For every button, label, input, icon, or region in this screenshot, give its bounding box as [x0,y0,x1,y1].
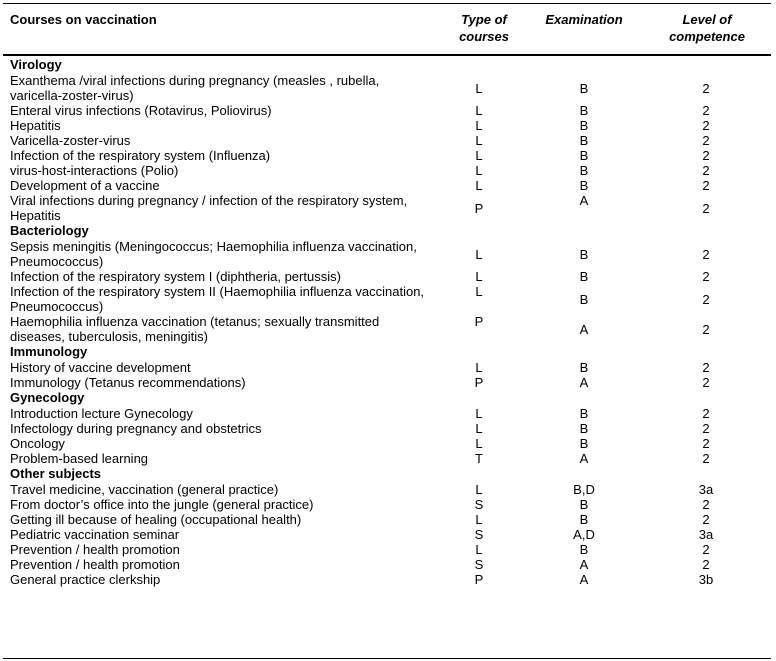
course-level: 2 [702,178,710,193]
section-heading: Immunology [10,344,88,359]
course-examination: B [579,178,589,193]
course-level: 2 [702,247,710,262]
course-level: 2 [702,557,710,572]
course-type: L [475,247,483,262]
course-name: History of vaccine development [10,360,191,375]
table-row [0,284,776,314]
course-type: L [475,118,483,133]
course-name: Infectology during pregnancy and obstetrics [10,421,262,436]
course-type: L [475,269,483,284]
course-level: 2 [702,103,710,118]
table-row [0,148,776,163]
course-level: 2 [702,375,710,390]
course-examination: B [579,512,589,527]
course-name: General practice clerkship [10,572,161,587]
course-examination: A [579,375,589,390]
course-type: L [475,436,483,451]
course-type: L [475,148,483,163]
course-level: 3a [698,482,714,497]
table-bottom-rule [3,658,771,659]
header-level-of-competence [650,11,764,45]
table-row [0,527,776,542]
table-row [0,178,776,193]
course-examination: B [579,103,589,118]
table-row [0,436,776,451]
course-examination: B [579,497,589,512]
course-examination: B [579,247,589,262]
header-level-line-2: competence [669,29,745,44]
course-examination: B [579,360,589,375]
course-level: 2 [702,269,710,284]
course-level: 2 [702,118,710,133]
course-examination: B [579,81,589,96]
table-row [0,193,776,223]
course-type: P [474,375,484,390]
header-courses: Courses on vaccination [10,12,157,27]
course-type: P [474,572,484,587]
section-heading: Other subjects [10,466,102,481]
table-row [0,451,776,466]
table-row [0,73,776,103]
header-rule [3,54,771,56]
course-name: Development of a vaccine [10,178,160,193]
course-level: 2 [702,451,710,466]
course-level: 2 [702,436,710,451]
header-type-line-1: Type of [461,12,507,27]
course-level: 2 [702,201,710,216]
course-name: Immunology (Tetanus recommendations) [10,375,246,390]
course-name: Introduction lecture Gynecology [10,406,193,421]
course-name: From doctor’s office into the jungle (general practice) [10,497,314,512]
header-level-line-1: Level of [682,12,732,27]
table-row [0,360,776,375]
course-level: 3a [698,527,714,542]
course-level: 2 [702,322,710,337]
course-level: 2 [702,542,710,557]
course-name: Sepsis meningitis (Meningococcus; Haemophilia influenza vaccination, Pneumococcus) [10,239,417,269]
table-row [0,133,776,148]
course-examination: B [579,436,589,451]
course-type: L [475,178,483,193]
course-level: 2 [702,497,710,512]
course-name: Getting ill because of healing (occupational health) [10,512,302,527]
course-level: 2 [702,81,710,96]
course-examination: A [579,572,589,587]
table-row [0,239,776,269]
table-row [0,512,776,527]
course-type: L [475,103,483,118]
header-type-of-courses [432,11,536,45]
course-name: Prevention / health promotion [10,542,180,557]
course-name: Hepatitis [10,118,61,133]
course-examination: B [579,269,589,284]
table-row [0,375,776,390]
course-level: 2 [702,512,710,527]
course-examination: A [579,557,589,572]
table-row [0,557,776,572]
course-name: Travel medicine, vaccination (general practice) [10,482,279,497]
course-type: L [475,360,483,375]
table-row [0,572,776,587]
table-row [0,163,776,178]
course-level: 2 [702,133,710,148]
course-name: Enteral virus infections (Rotavirus, Poliovirus) [10,103,272,118]
course-type: P [474,314,484,329]
course-type: P [474,201,484,216]
course-type: S [474,497,484,512]
course-type: S [474,527,484,542]
course-name: Pediatric vaccination seminar [10,527,180,542]
course-name: Infection of the respiratory system (Influenza) [10,148,271,163]
course-name: Varicella-zoster-virus [10,133,131,148]
course-name: Infection of the respiratory system I (diphtheria, pertussis) [10,269,341,284]
table-row [0,542,776,557]
table-row [0,314,776,344]
table-row [0,497,776,512]
course-type: T [475,451,483,466]
table-row [0,103,776,118]
course-examination: B [579,163,589,178]
course-examination: A,D [573,527,595,542]
course-name: Viral infections during pregnancy / infection of the respiratory system, Hepatitis [10,193,408,223]
course-level: 2 [702,148,710,163]
course-examination: B [579,118,589,133]
table-body [0,57,776,587]
course-name: Problem-based learning [10,451,149,466]
header-examination: Examination [545,12,623,27]
course-type: L [475,133,483,148]
table-top-rule [3,3,771,4]
course-examination: B,D [573,482,595,497]
course-type: L [475,482,483,497]
course-examination: A [579,193,589,208]
course-name: virus-host-interactions (Polio) [10,163,179,178]
section-heading: Gynecology [10,390,85,405]
course-type: L [475,421,483,436]
course-examination: A [579,322,589,337]
course-type: L [475,284,483,299]
course-examination: B [579,421,589,436]
course-type: L [475,163,483,178]
table-row [0,482,776,497]
course-level: 2 [702,292,710,307]
course-examination: A [579,451,589,466]
table-row [0,406,776,421]
course-type: L [475,512,483,527]
section-heading: Bacteriology [10,223,89,238]
course-examination: B [579,292,589,307]
course-name: Oncology [10,436,65,451]
course-type: L [475,406,483,421]
course-examination: B [579,406,589,421]
course-type: L [475,81,483,96]
course-type: L [475,542,483,557]
course-examination: B [579,133,589,148]
course-type: S [474,557,484,572]
course-examination: B [579,148,589,163]
course-level: 2 [702,421,710,436]
course-level: 2 [702,406,710,421]
table-row [0,421,776,436]
course-name: Prevention / health promotion [10,557,180,572]
course-level: 2 [702,163,710,178]
course-name: Exanthema /viral infections during pregnancy (measles , rubella, varicella-zoster-virus) [10,73,380,103]
course-level: 2 [702,360,710,375]
course-examination: B [579,542,589,557]
header-type-line-2: courses [459,29,509,44]
course-name: Haemophilia influenza vaccination (tetanus; sexually transmitted diseases, tuberculosis, meningitis) [10,314,380,344]
course-name: Infection of the respiratory system II (Haemophilia influenza vaccination, Pneumococcus) [10,284,425,314]
course-level: 3b [698,572,714,587]
section-heading: Virology [10,57,62,72]
table-row [0,118,776,133]
table-row [0,269,776,284]
